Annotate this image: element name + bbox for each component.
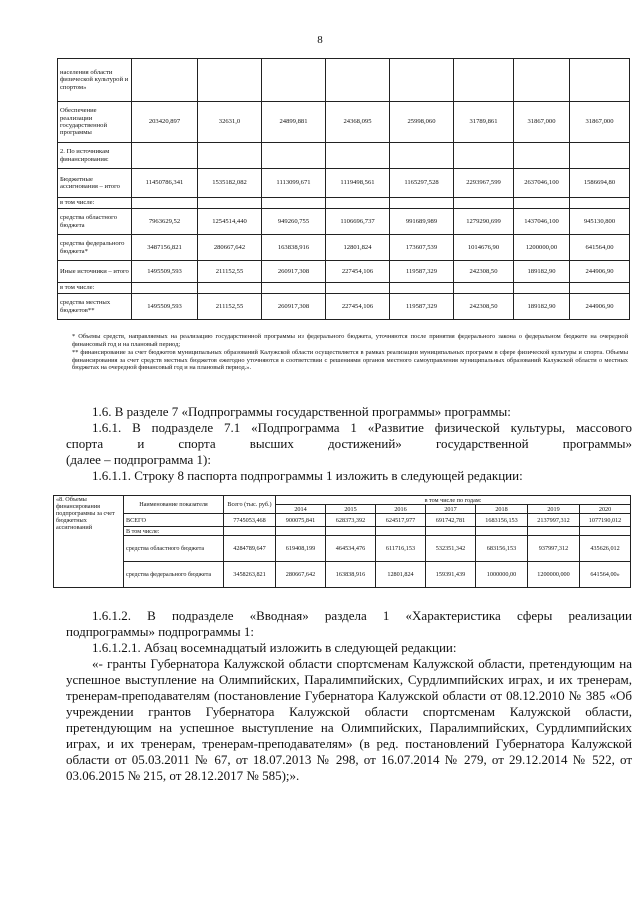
table1-cell: [390, 59, 454, 102]
table1-cell: 1495509,593: [132, 294, 198, 320]
para-1-6-1-line1: 1.6.1. В подразделе 7.1 «Подпрограмма 1 «Развитие физической культуры, массового: [92, 420, 632, 435]
table1-cell: [570, 143, 630, 169]
table2-row: [54, 514, 631, 527]
table1-row: [58, 283, 630, 294]
table1-cell: 244906,90: [570, 294, 630, 320]
table1-cell: 1586694,80: [570, 169, 630, 198]
table1-cell: 949260,755: [262, 209, 326, 235]
table1-cell: 242308,50: [454, 261, 514, 283]
subprogram-passport-table: [53, 495, 631, 588]
table1-cell: 227454,106: [326, 294, 390, 320]
table1-row-label: средства федерального бюджета*: [58, 235, 132, 261]
table1-cell: 7963629,52: [132, 209, 198, 235]
table1-cell: [262, 143, 326, 169]
table2-row: [54, 562, 631, 588]
table2-cell: [326, 527, 376, 536]
table2-cell: 641564,00»: [580, 562, 631, 588]
table1-cell: [570, 283, 630, 294]
footnote-local: ** финансирование за счет бюджетов муниципальных образований Калужской области осуществляется в рамках реализации муниципальных программ в сфере физической культуры и спорта. Объемы финансирования за счет средств местных бюджетов ежегодно уточняются в соответствии с решениями органов местного самоуправления муниципальных образований Калужской области о местных бюджетах на очередной финансовый год и на плановый период.».: [72, 349, 628, 372]
table2-cell: [580, 527, 631, 536]
table1-cell: 244906,90: [570, 261, 630, 283]
table1-row: [58, 294, 630, 320]
table1-row: [58, 209, 630, 235]
year-header: 2020: [580, 505, 631, 514]
table2-cell: 900075,841: [276, 514, 326, 527]
table2-cell: 159391,439: [426, 562, 476, 588]
year-header: 2019: [528, 505, 580, 514]
table2-cell: [528, 527, 580, 536]
table1-cell: 1106696,737: [326, 209, 390, 235]
table2-cell: 163838,916: [326, 562, 376, 588]
passport-row-title: «8. Объемы финансирования подпрограммы за счет бюджетных ассигнований: [54, 496, 124, 588]
table1-cell: 260917,308: [262, 294, 326, 320]
table1-row: [58, 143, 630, 169]
table2-cell: 611716,153: [376, 536, 426, 562]
table2-cell: [426, 527, 476, 536]
table1-cell: 119587,329: [390, 261, 454, 283]
year-header: 2017: [426, 505, 476, 514]
table1-cell: 260917,308: [262, 261, 326, 283]
table1-cell: 1119498,561: [326, 169, 390, 198]
table1-row-label: Обеспечение реализации государственной программы: [58, 102, 132, 143]
table2-cell: 937997,312: [528, 536, 580, 562]
table1-cell: 211152,55: [198, 261, 262, 283]
table1-cell: 31867,000: [570, 102, 630, 143]
table1-cell: 1254514,440: [198, 209, 262, 235]
table1-cell: 1113099,671: [262, 169, 326, 198]
year-header: 2014: [276, 505, 326, 514]
table1-cell: 1535182,082: [198, 169, 262, 198]
table1-row-label: 2. По источникам финансирования:: [58, 143, 132, 169]
table1-cell: [454, 283, 514, 294]
table2-cell: 1077190,012: [580, 514, 631, 527]
table1-cell: [326, 283, 390, 294]
table1-cell: [198, 198, 262, 209]
amended-paragraph-quote: «- гранты Губернатора Калужской области спортсменам Калужской области, претендующим на успешное выступление на Олимпийских, Паралимпийских, Сурдлимпийских играх, и их тренерам, тренерам-преподавателям (постановление Губернатора Калужской области от 08.12.2010 № 385 «Об учреждении грантов Губернатора Калужской области спортсменам Калужской области, претендующим на успешное выступление на Олимпийских, Паралимпийских, Сурдлимпийских играх, и их тренерам, тренерам-преподавателям» (в ред. постановлений Губернатора Калужской области от 05.03.2011 № 67, от 18.07.2013 № 298, от 16.07.2014 № 279, от 29.12.2014 № 522, от 03.06.2015 № 215, от 28.12.2017 № 585);».: [66, 656, 632, 783]
table1-cell: 189182,90: [514, 294, 570, 320]
table1-row: [58, 235, 630, 261]
table1-cell: 3487156,821: [132, 235, 198, 261]
table2-cell: 1000000,00: [476, 562, 528, 588]
table2-cell: 628373,392: [326, 514, 376, 527]
table1-row-label: Бюджетные ассигнования – итого: [58, 169, 132, 198]
year-header: 2016: [376, 505, 426, 514]
table1-row-label: средства областного бюджета: [58, 209, 132, 235]
table1-cell: [454, 198, 514, 209]
para-1-6-1-2-line2: подпрограммы» подпрограммы 1:: [66, 624, 254, 639]
table1-cell: 2637046,100: [514, 169, 570, 198]
para-1-6-1-1: 1.6.1.1. Строку 8 паспорта подпрограммы 1 изложить в следующей редакции:: [92, 468, 523, 483]
funding-table-continuation: [57, 58, 630, 320]
table1-cell: 25998,060: [390, 102, 454, 143]
table2-cell: 280667,642: [276, 562, 326, 588]
table1-cell: [570, 198, 630, 209]
table1-row: [58, 198, 630, 209]
table1-cell: 211152,55: [198, 294, 262, 320]
table1-cell: [262, 198, 326, 209]
table2-cell: 464534,476: [326, 536, 376, 562]
table1-cell: [326, 59, 390, 102]
table1-row: [58, 169, 630, 198]
table1-row-label: в том числе:: [58, 198, 132, 209]
table1-cell: [132, 143, 198, 169]
para-1-6-1-2-1: 1.6.1.2.1. Абзац восемнадцатый изложить в следующей редакции:: [92, 640, 457, 655]
table1-cell: 1495509,593: [132, 261, 198, 283]
table2-row-label: средства областного бюджета: [124, 536, 224, 562]
table2-cell: 624517,977: [376, 514, 426, 527]
table1-row-label: населения области физической культурой и спортом»: [58, 59, 132, 102]
table1-cell: [326, 198, 390, 209]
table1-cell: 945130,800: [570, 209, 630, 235]
table2-cell: 683156,153: [476, 536, 528, 562]
table2-cell: 1200000,000: [528, 562, 580, 588]
table1-cell: 1014676,90: [454, 235, 514, 261]
para-1-6-1-line3: (далее – подпрограмма 1):: [66, 452, 211, 467]
table2-total: 4284789,647: [224, 536, 276, 562]
header-indicator: Наименование показателя: [124, 496, 224, 514]
table1-cell: [198, 283, 262, 294]
table1-cell: 1437046,100: [514, 209, 570, 235]
table1-cell: [326, 143, 390, 169]
table2-cell: [376, 527, 426, 536]
year-header: 2015: [326, 505, 376, 514]
table2-cell: 1683156,153: [476, 514, 528, 527]
table1-cell: [454, 59, 514, 102]
table2-cell: [276, 527, 326, 536]
para-1-6-1-line2: спорта и спорта высших достижений» государственной программы»: [66, 436, 632, 451]
header-years: в том числе по годам:: [276, 496, 631, 505]
table1-cell: 189182,90: [514, 261, 570, 283]
table1-cell: 31867,000: [514, 102, 570, 143]
table1-cell: 227454,106: [326, 261, 390, 283]
table1-cell: 24368,095: [326, 102, 390, 143]
table2-cell: 691742,781: [426, 514, 476, 527]
table2-cell: 435626,012: [580, 536, 631, 562]
table1-row-label: Иные источники – итого: [58, 261, 132, 283]
table2-total: 7745053,468: [224, 514, 276, 527]
table1-cell: 1200000,00: [514, 235, 570, 261]
table1-cell: [132, 59, 198, 102]
table1-cell: [514, 143, 570, 169]
table1-cell: [132, 283, 198, 294]
table2-total: 3458263,821: [224, 562, 276, 588]
table2-cell: 619408,199: [276, 536, 326, 562]
table1-cell: 24899,881: [262, 102, 326, 143]
table1-cell: 641564,00: [570, 235, 630, 261]
table1-cell: [390, 198, 454, 209]
table1-cell: 242308,50: [454, 294, 514, 320]
table2-cell: 2137997,312: [528, 514, 580, 527]
table1-cell: [570, 59, 630, 102]
table1-cell: 1165297,528: [390, 169, 454, 198]
table1-cell: 119587,329: [390, 294, 454, 320]
table1-cell: [514, 283, 570, 294]
table1-row: [58, 59, 630, 102]
table1-row: [58, 102, 630, 143]
table1-cell: 12801,824: [326, 235, 390, 261]
page-number: 8: [317, 34, 323, 46]
table2-cell: 12801,824: [376, 562, 426, 588]
table2-row: [54, 536, 631, 562]
table1-cell: [262, 59, 326, 102]
table1-cell: [514, 59, 570, 102]
table1-cell: 2293967,599: [454, 169, 514, 198]
table1-cell: [454, 143, 514, 169]
table2-row: [54, 527, 631, 536]
year-header: 2018: [476, 505, 528, 514]
table1-cell: [198, 143, 262, 169]
para-1-6: 1.6. В разделе 7 «Подпрограммы государственной программы» программы:: [92, 404, 511, 419]
table1-cell: 280667,642: [198, 235, 262, 261]
table1-row: [58, 261, 630, 283]
table1-cell: [262, 283, 326, 294]
table1-cell: [390, 283, 454, 294]
table1-cell: [132, 198, 198, 209]
table1-cell: [390, 143, 454, 169]
table1-cell: 173607,539: [390, 235, 454, 261]
table1-row-label: средства местных бюджетов**: [58, 294, 132, 320]
table1-cell: 163838,916: [262, 235, 326, 261]
header-total: Всего (тыс. руб.): [224, 496, 276, 514]
footnote-federal: * Объемы средств, направляемых на реализацию государственной программы из федерального бюджета, уточняются после принятия федерального закона о федеральном бюджете на очередной финансовый год и на плановый период;: [72, 333, 628, 348]
table2-cell: [476, 527, 528, 536]
table1-cell: 32631,0: [198, 102, 262, 143]
table1-cell: 991689,989: [390, 209, 454, 235]
table2-row-label: средства федерального бюджета: [124, 562, 224, 588]
table1-cell: [514, 198, 570, 209]
para-1-6-1-2-line1: 1.6.1.2. В подразделе «Вводная» раздела 1 «Характеристика сферы реализации: [92, 608, 632, 623]
table1-cell: 1279290,699: [454, 209, 514, 235]
table2-total: [224, 527, 276, 536]
table1-cell: 31789,861: [454, 102, 514, 143]
table1-cell: [198, 59, 262, 102]
table2-row-label: В том числе:: [124, 527, 224, 536]
table1-row-label: в том числе:: [58, 283, 132, 294]
table1-cell: 11450786,341: [132, 169, 198, 198]
table1-cell: 203420,897: [132, 102, 198, 143]
table2-cell: 532351,342: [426, 536, 476, 562]
table2-row-label: ВСЕГО: [124, 514, 224, 527]
